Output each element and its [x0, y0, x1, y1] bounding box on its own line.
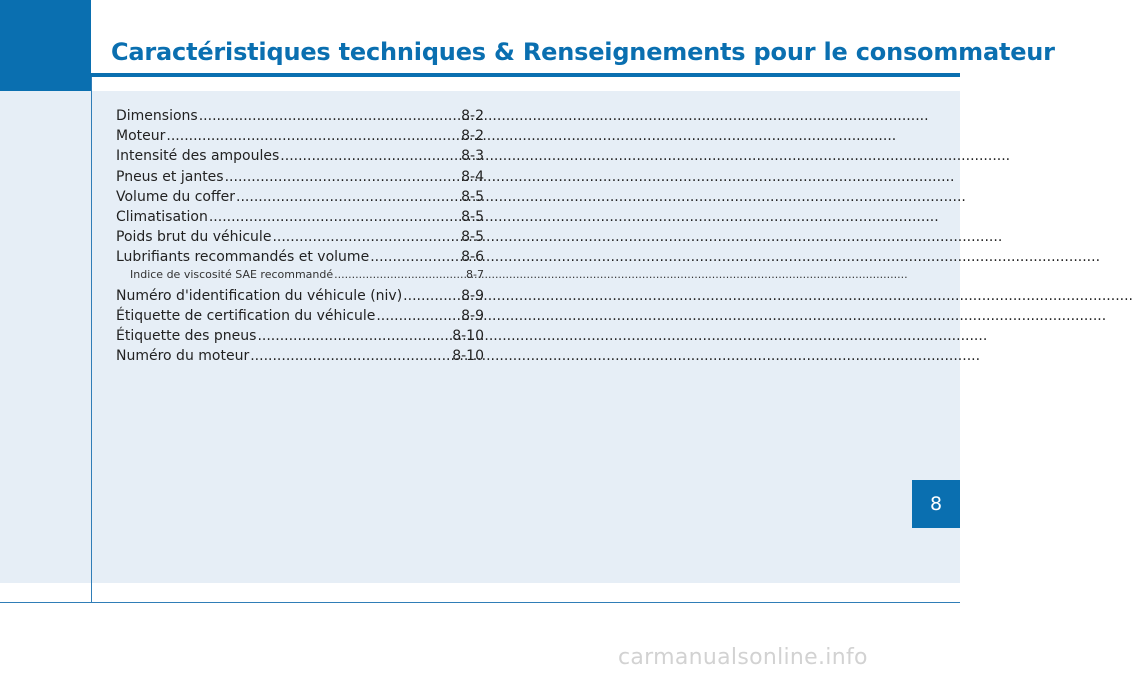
toc-dot-leader	[209, 209, 460, 225]
toc-entry-label: Dimensions	[116, 108, 198, 124]
toc-entry-page: 8-5	[461, 188, 484, 205]
toc-entry-page: 8-5	[461, 208, 484, 225]
toc-entry[interactable]	[116, 249, 484, 269]
toc-entry-page: 8-10	[452, 348, 484, 365]
toc-entry[interactable]	[116, 128, 484, 148]
toc-entry-page: 8-6	[461, 249, 484, 266]
toc-entry-page: 8-2	[461, 128, 484, 145]
toc-entry-label: Climatisation	[116, 208, 208, 225]
toc-entry-label: Moteur	[116, 128, 166, 145]
toc-subentry[interactable]	[116, 268, 484, 285]
toc-entry-page: 8-5	[461, 229, 484, 246]
toc-entry[interactable]	[116, 169, 484, 189]
toc-entry-page: 8-9	[461, 307, 484, 324]
watermark: carmanualsonline.info	[618, 645, 868, 670]
toc-dot-leader	[334, 268, 465, 281]
margin-divider	[91, 77, 92, 603]
toc-entry-label: Étiquette des pneus	[116, 327, 257, 344]
toc-entry-label: Volume du coffer	[116, 188, 236, 205]
toc-entry-label: Étiquette de certification du véhicule	[116, 307, 376, 324]
toc-entry[interactable]	[116, 348, 484, 368]
table-of-contents	[116, 108, 484, 368]
toc-dot-leader	[376, 308, 460, 324]
toc-dot-leader	[236, 189, 460, 205]
toc-entry[interactable]	[116, 108, 484, 128]
footer-divider	[0, 602, 960, 603]
toc-entry-label: Intensité des ampoules	[116, 148, 280, 165]
toc-entry-page: 8-7	[466, 267, 484, 281]
toc-dot-leader	[280, 148, 460, 164]
toc-dot-leader	[166, 128, 460, 144]
title-underline	[91, 73, 960, 77]
toc-entry[interactable]	[116, 209, 484, 229]
toc-entry-page: 8-2	[461, 108, 484, 124]
toc-entry-label: Poids brut du véhicule	[116, 229, 272, 246]
toc-entry-page: 8-3	[461, 148, 484, 165]
toc-entry-page: 8-9	[461, 287, 484, 304]
toc-entry[interactable]	[116, 288, 484, 308]
toc-entry[interactable]	[116, 189, 484, 209]
toc-entry-label: Numéro du moteur	[116, 348, 250, 365]
toc-dot-leader	[225, 169, 461, 185]
toc-entry-page: 8-10	[452, 327, 484, 344]
toc-entry-label: Indice de viscosité SAE recommandé	[130, 267, 334, 281]
toc-dot-leader	[257, 328, 451, 344]
toc-entry[interactable]	[116, 308, 484, 328]
chapter-number: 8	[929, 493, 943, 515]
toc-dot-leader	[272, 229, 460, 245]
toc-entry-label: Pneus et jantes	[116, 168, 224, 185]
toc-dot-leader	[250, 348, 451, 364]
toc-entry[interactable]	[116, 148, 484, 168]
toc-entry-label: Lubrifiants recommandés et volume	[116, 249, 370, 266]
toc-entry[interactable]	[116, 328, 484, 348]
toc-dot-leader	[370, 249, 460, 265]
toc-entry[interactable]	[116, 229, 484, 249]
toc-dot-leader	[403, 288, 460, 304]
toc-entry-label: Numéro d'identification du véhicule (niv)	[116, 287, 403, 304]
chapter-tab[interactable]	[912, 480, 960, 528]
header-corner-block	[0, 0, 91, 91]
toc-entry-page: 8-4	[461, 168, 484, 185]
page-title: Caractéristiques techniques & Renseignements pour le consommateur	[111, 38, 1055, 66]
toc-dot-leader	[199, 108, 460, 124]
